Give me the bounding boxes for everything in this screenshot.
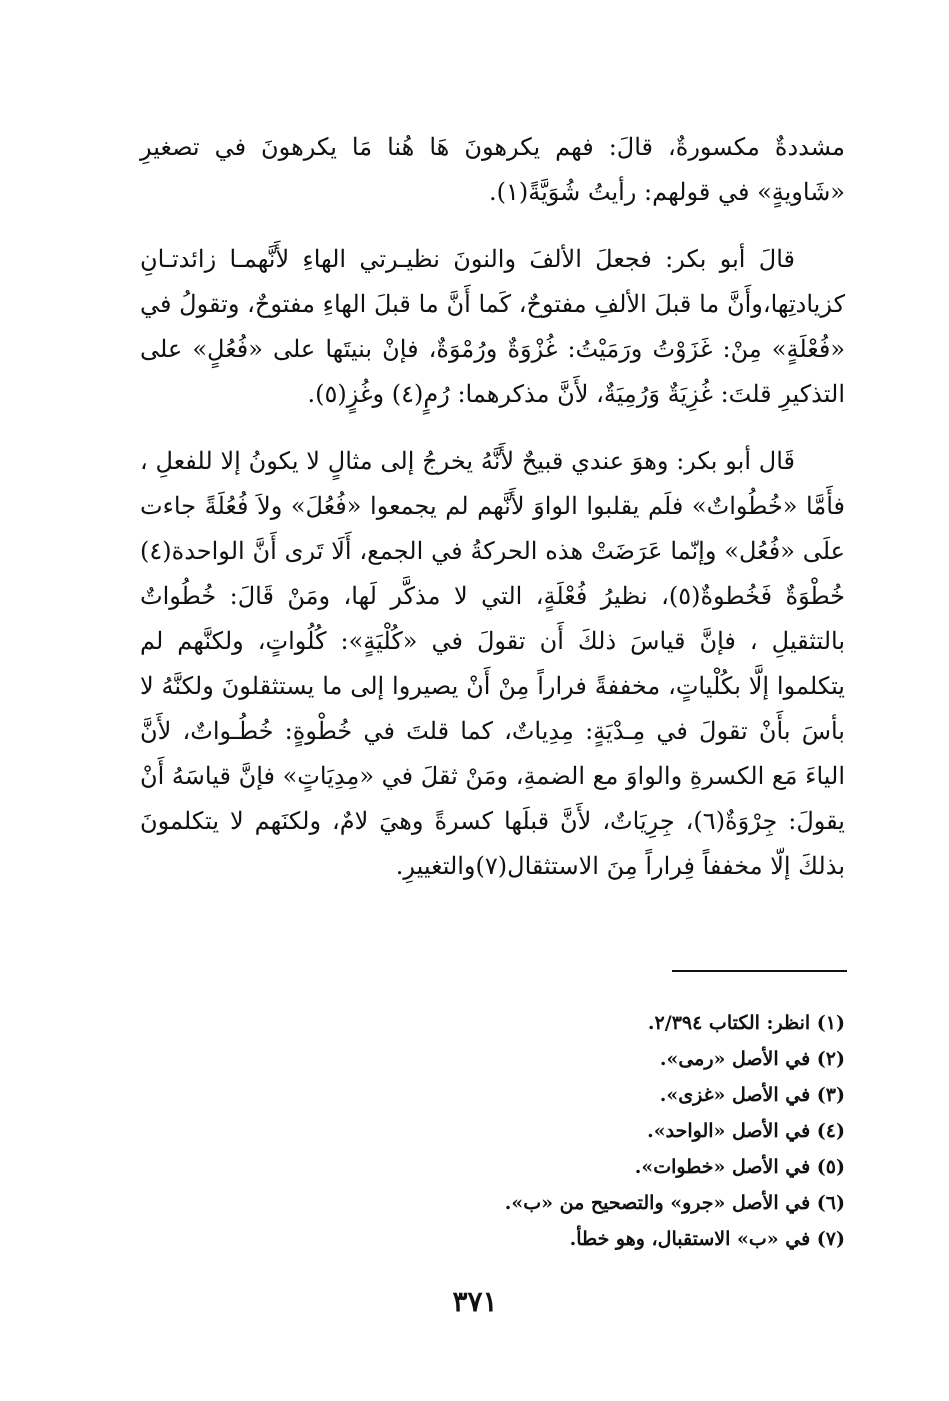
footnote-5: (٥) في الأصل «خطوات».	[634, 1156, 845, 1178]
page-number: ٣٧١	[452, 1285, 498, 1318]
footnote-3: (٣) في الأصل «غزى».	[659, 1084, 845, 1106]
main-text	[140, 125, 845, 911]
paragraph-3: قَال أبو بكر: وهوَ عندي قبيحٌ لأَنَّهُ يخرجُ إلى مثالٍ لا يكونُ إلا للفعلِ ، فأَمَّا «خُطُواتٌ» فلَم يقلبوا الواوَ لأَنَّهم لم يجمعوا «فُعُلَ» ولاَ فُعُلَةً جاءت علَى «فُعُل» وإنّما عَرَضَتْ هذه الحركةُ في الجمع، أَلَا تَرى أَنَّ الواحدة(٤) خُطْوَةٌ فَخُطوةٌ(٥)، نظيرُ فُعْلَةٍ، التي لا مذكَّر لَها، ومَنْ قَالَ: خُطُواتٌ بالتثقيلِ ، فإنَّ قياسَ ذلكَ أَن تقولَ في «كُلْيَةٍ»: كُلُواتٍ، ولكنَّهم لم يتكلموا إلَّا بكُلْياتٍ، مخففةً فراراً مِنْ أَنْ يصيروا إلى ما يستثقلونَ ولكنَّهُ لا بأسَ بأَنْ تقولَ في مِـدْيَةٍ: مِدِياتٌ، كما قلتَ في خُطْوةٍ: خُطُـواتٌ، لأَنَّ الياءَ مَع الكسرةِ والواوَ مع الضمةِ، ومَنْ ثقلَ في «مِدِيَاتٍ» فإنَّ قياسَهُ أَنْ يقولَ: جِرْوَةٌ(٦)، جِرِيَاتٌ، لأَنَّ قبلَها كسرةً وهيَ لامٌ، ولكنَهم لا يتكلمونَ بذلكَ إلّا مخففاً فِراراً مِنَ الاستثقال(٧)والتغييرِ.	[140, 447, 846, 880]
footnote-separator	[672, 970, 847, 972]
footnote-4: (٤) في الأصل «الواحد».	[647, 1120, 845, 1142]
footnote-7: (٧) في «ب» الاستقبال، وهو خطأ.	[569, 1228, 845, 1250]
footnotes	[300, 1005, 845, 1257]
paragraph-2: قالَ أبو بكر: فجعلَ الألفَ والنونَ نظيـرتي الهاءِ لأَنَّهمـا زائدتـانِ كزيادتِها،وأَنَّ ما قبلَ الألفِ مفتوحٌ، كَما أَنَّ ما قبلَ الهاءِ مفتوحٌ، وتقولُ في «فُعْلَةٍ» مِنْ: غَزَوْتُ ورَمَيْتُ: غُزْوَةٌ ورُمْوَةٌ، فإنْ بنيتَها على «فُعُلٍ» على التذكيرِ قلتَ: غُزِيَةٌ وَرُمِيَةٌ، لأَنَّ مذكرهما: رُمٍ(٤) وغُزٍ(٥).	[140, 245, 845, 408]
footnote-1: (١) انظر: الكتاب ٢/٣٩٤.	[647, 1012, 845, 1034]
paragraph-1: مشددةٌ مكسورةٌ، قالَ: فهم يكرهونَ هَا هُنا مَا يكرهونَ في تصغيرِ «شَاويةٍ» في قولهم: رأيتُ شُوَيَّةً(١).	[140, 133, 845, 206]
footnote-6: (٦) في الأصل «جرو» والتصحيح من «ب».	[504, 1192, 845, 1214]
footnote-2: (٢) في الأصل «رمى».	[659, 1048, 845, 1070]
